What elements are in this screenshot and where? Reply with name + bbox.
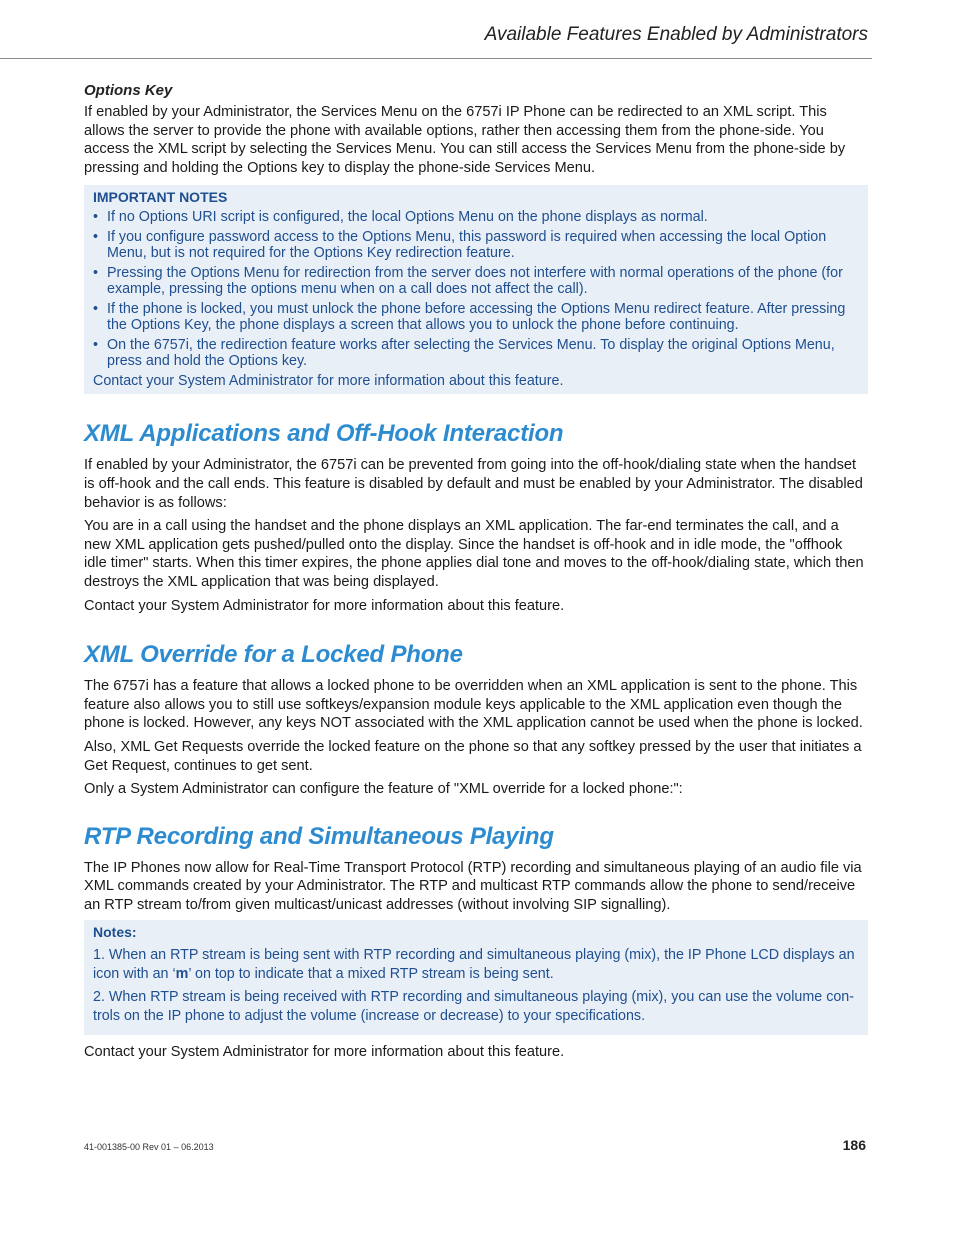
list-item: • If the phone is locked, you must unlock the phone before accessing the Options Menu redirect feature. After pressing the Options Key, the phone displays a screen that allows you to unlock the phone before continuing. <box>93 301 846 334</box>
bullet-icon: • <box>93 301 99 318</box>
header-title: Available Features Enabled by Administrators <box>484 24 868 45</box>
bullet-icon: • <box>93 337 99 354</box>
rtp-heading: RTP Recording and Simultaneous Playing <box>84 822 554 850</box>
list-item: • If you configure password access to the Options Menu, this password is required when accessing the local Option Menu, but is not required for the Options Key redirection feature. <box>93 229 827 262</box>
xml-override-paragraph-1: The 6757i has a feature that allows a locked phone to be overridden when an XML application is sent to the phone. This feature also allows you to still use softkeys/expansion module keys applicable to the XML application even though the phone is locked. However, any keys NOT associated with the XML application cannot be used when the phone is locked. <box>84 678 863 732</box>
options-key-heading: Options Key <box>84 82 173 99</box>
bullet-icon: • <box>93 265 99 282</box>
page-number: 186 <box>842 1137 866 1153</box>
rtp-paragraph-2: Contact your System Administrator for more information about this feature. <box>84 1044 565 1061</box>
xml-override-paragraph-2: Also, XML Get Requests override the locked feature on the phone so that any softkey pressed by the user that initiates a Get Request, continues to get sent. <box>84 738 862 774</box>
important-notes-box <box>84 185 868 394</box>
bullet-icon: • <box>93 229 99 246</box>
bullet-icon: • <box>93 209 99 226</box>
list-item: • Pressing the Options Menu for redirection from the server does not interfere with normal operations of the phone (for example, pressing the options menu when on a call does not affect the call). <box>93 265 843 298</box>
list-item: • If no Options URI script is configured, the local Options Menu on the phone displays as normal. <box>93 209 708 226</box>
list-item: • On the 6757i, the redirection feature works after selecting the Services Menu. To display the original Options Menu, press and hold the Options key. <box>93 337 835 370</box>
rtp-note-1: 1. When an RTP stream is being sent with RTP recording and simultaneous playing (mix), the IP Phone LCD displays an icon with an ‘m’ on top to indicate that a mixed RTP stream is being sent. <box>93 947 855 983</box>
important-notes-list <box>93 209 859 369</box>
page-content <box>84 82 868 1067</box>
xml-apps-paragraph-2: You are in a call using the handset and the phone displays an XML application. The far-end terminates the call, and a new XML application gets pushed/pulled onto the display. Since the handset is off-hook and in idle mode, the "offhook idle timer" starts. When this timer expires, the phone applies dial tone and moves to the off-hook/dialing state, which then destroys the XML application that was being displayed. <box>84 518 864 590</box>
xml-apps-heading: XML Applications and Off-Hook Interaction <box>84 420 564 448</box>
rtp-paragraph-1: The IP Phones now allow for Real-Time Transport Protocol (RTP) recording and simultaneous playing of an audio file via XML commands created by your Administrator. The RTP and multicast RTP commands allow the phone to send/receive an RTP stream to/from given multicast/unicast addresses (without involving SIP signalling). <box>84 859 862 913</box>
important-notes-footer: Contact your System Administrator for more information about this feature. <box>93 373 564 390</box>
xml-apps-paragraph-3: Contact your System Administrator for more information about this feature. <box>84 597 565 614</box>
doc-id: 41-001385-00 Rev 01 – 06.2013 <box>84 1142 214 1152</box>
rtp-notes-title: Notes: <box>93 924 137 941</box>
options-key-paragraph: If enabled by your Administrator, the Services Menu on the 6757i IP Phone can be redirected to an XML script. This allows the server to provide the phone with available options, rather then accessing them from the phone-side. You access the XML script by selecting the Services Menu. You can still access the Services Menu from the phone-side by pressing and holding the Options key to display the phone-side Services Menu. <box>84 104 846 176</box>
xml-override-heading: XML Override for a Locked Phone <box>84 641 463 669</box>
page-header <box>0 0 872 59</box>
rtp-notes-box <box>84 920 868 1035</box>
important-notes-title: IMPORTANT NOTES <box>93 189 228 206</box>
xml-apps-paragraph-1: If enabled by your Administrator, the 6757i can be prevented from going into the off-hook/dialing state when the handset is off-hook and the call ends. This feature is disabled by default and must be enabled by your Administrator. The disabled behavior is as follows: <box>84 457 863 511</box>
xml-override-paragraph-3: Only a System Administrator can configure the feature of "XML override for a locked phone:": <box>84 781 683 798</box>
rtp-note-2: 2. When RTP stream is being received with RTP recording and simultaneous playing (mix), you can use the volume con-trols on the IP phone to adjust the volume (increase or decrease) to your specifications. <box>93 989 855 1025</box>
